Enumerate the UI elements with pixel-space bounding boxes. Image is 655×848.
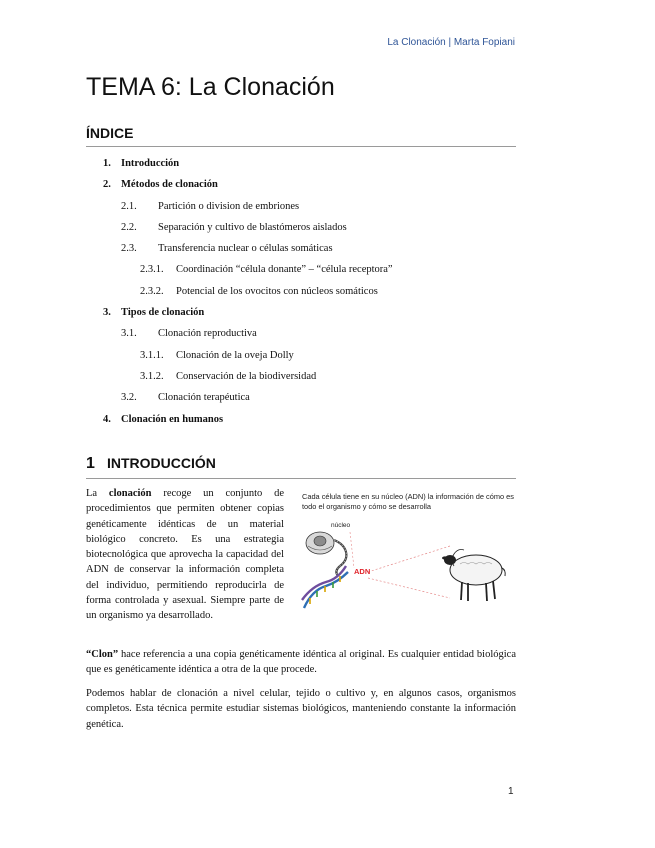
toc-text: Separación y cultivo de blastómeros aislados xyxy=(158,221,347,233)
toc-text: Potencial de los ovocitos con núcleos somáticos xyxy=(176,285,378,297)
toc-number: 3. xyxy=(103,307,111,319)
chromosome-coil-icon xyxy=(334,540,346,576)
cell-icon xyxy=(306,532,334,554)
figure-label-nucleus: núcleo xyxy=(331,522,351,529)
guide-line xyxy=(368,546,450,572)
toc-item[interactable] xyxy=(86,306,516,327)
toc-item[interactable] xyxy=(86,157,516,178)
toc-item[interactable] xyxy=(86,370,516,391)
guide-line xyxy=(368,578,450,598)
toc-item[interactable] xyxy=(86,178,516,199)
clon-paragraph xyxy=(86,647,516,678)
cloning-figure xyxy=(290,488,518,616)
toc-item[interactable] xyxy=(86,221,516,242)
page-title: TEMA 6: La Clonación xyxy=(86,73,335,101)
toc-text: Clonación reproductiva xyxy=(158,328,257,340)
table-of-contents xyxy=(86,157,516,434)
toc-number: 2.3.2. xyxy=(140,285,164,297)
toc-item[interactable] xyxy=(86,200,516,221)
toc-text: Tipos de clonación xyxy=(121,307,205,319)
intro-lead: La xyxy=(86,488,109,499)
sheep-icon xyxy=(442,550,505,602)
toc-item[interactable] xyxy=(86,349,516,370)
toc-text: Introducción xyxy=(121,158,180,169)
toc-number: 4. xyxy=(103,413,111,425)
toc-number: 2. xyxy=(103,179,111,191)
toc-text: Partición o division de embriones xyxy=(158,200,300,212)
dna-helix-icon xyxy=(302,566,348,608)
term-clon: “Clon” xyxy=(86,649,119,660)
page-number: 1 xyxy=(508,786,514,797)
running-header: La Clonación | Marta Fopiani xyxy=(387,37,515,48)
section-number: 1 xyxy=(86,455,95,472)
figure-caption: Cada célula tiene en su núcleo (ADN) la información de cómo es todo el organismo y cómo se desarrolla xyxy=(302,492,514,511)
intro-text: recoge un conjunto de procedimientos que permiten obtener copias genéticamente idénticas de un material biológico concreto. Es una estrategia biotecnológica que aprovecha la capacidad del ADN de conservar la información completa del individuo, permitiendo reproducirla de forma controlada y asexual. Siempre parte de un organismo ya desarrollado. xyxy=(86,488,284,622)
toc-number: 3.1.1. xyxy=(140,349,164,361)
toc-number: 2.2. xyxy=(121,221,137,233)
term-clonacion: clonación xyxy=(108,488,152,499)
toc-text: Coordinación “célula donante” – “célula receptora” xyxy=(176,264,393,276)
toc-item[interactable] xyxy=(86,413,516,434)
toc-number: 1. xyxy=(103,158,111,169)
cloning-illustration xyxy=(290,488,518,616)
toc-item[interactable] xyxy=(86,327,516,348)
figure-label-dna: ADN xyxy=(354,567,371,576)
toc-item[interactable] xyxy=(86,391,516,412)
toc-number: 2.1. xyxy=(121,200,137,212)
toc-text: Clonación en humanos xyxy=(121,413,224,425)
toc-number: 2.3.1. xyxy=(140,264,164,276)
toc-text: Conservación de la biodiversidad xyxy=(176,370,317,382)
levels-paragraph: Podemos hablar de clonación a nivel celular, tejido o cultivo y, en algunos casos, organismos completos. Esta técnica permite estudiar sistemas biológicos, manteniendo constante la información genética. xyxy=(86,688,516,730)
toc-text: Clonación de la oveja Dolly xyxy=(176,349,294,361)
section-heading-introduccion xyxy=(86,455,516,479)
toc-number: 3.2. xyxy=(121,392,137,404)
toc-text: Métodos de clonación xyxy=(121,179,218,191)
toc-item[interactable] xyxy=(86,285,516,306)
guide-line xyxy=(350,532,354,568)
index-heading xyxy=(86,125,516,147)
toc-number: 3.1. xyxy=(121,328,137,340)
toc-text: Clonación terapéutica xyxy=(158,392,250,404)
toc-text: Transferencia nuclear o células somáticas xyxy=(158,243,333,255)
section-heading-text: INTRODUCCIÓN xyxy=(107,455,216,471)
toc-item[interactable] xyxy=(86,242,516,263)
clon-text: hace referencia a una copia genéticamente idéntica al original. Es cualquier entidad biológica que es genéticamente idéntica a otra de la que procede. xyxy=(86,649,516,676)
index-heading-text: ÍNDICE xyxy=(86,125,134,141)
toc-number: 3.1.2. xyxy=(140,370,164,382)
toc-item[interactable] xyxy=(86,263,516,284)
toc-number: 2.3. xyxy=(121,243,137,255)
